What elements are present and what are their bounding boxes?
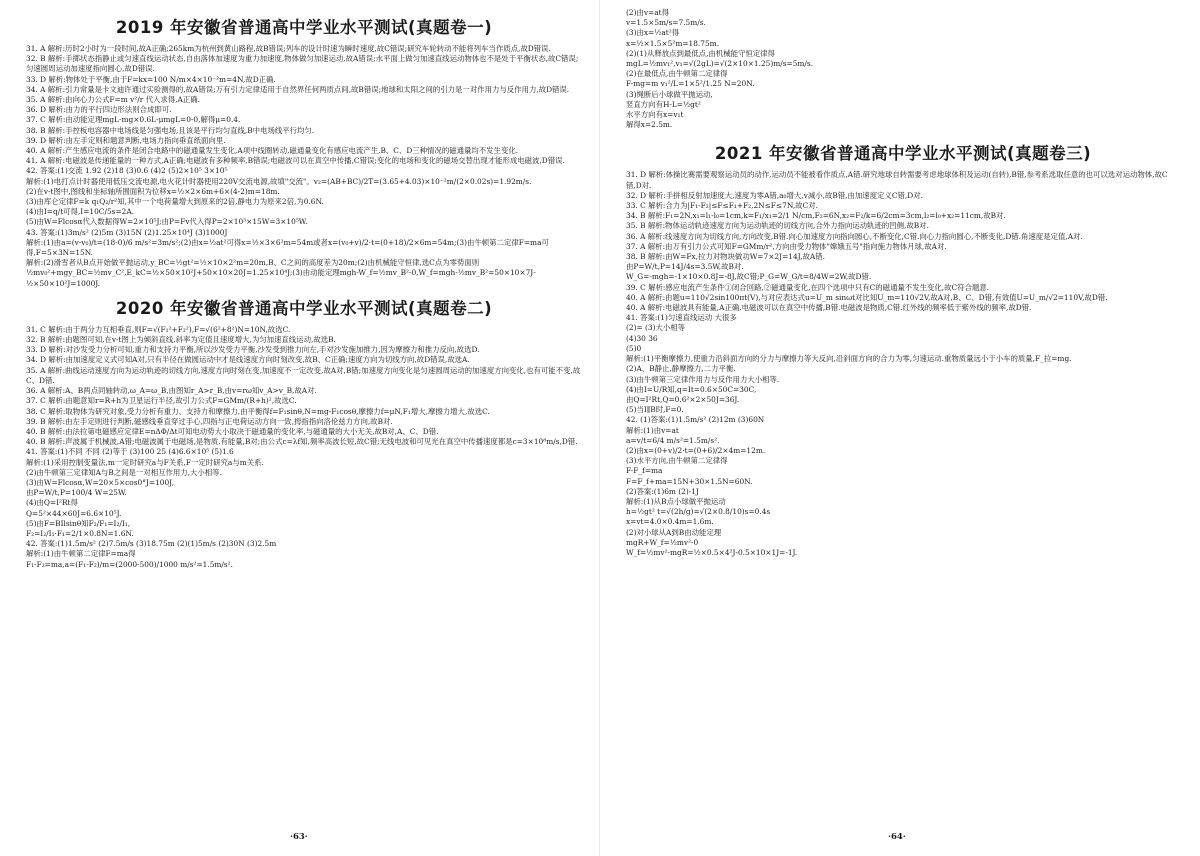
answer-line: F₁-F₂=ma,a=(F₁-F₂)/m=(2000-500)/1000 m/s²=1.5m/s².	[26, 559, 233, 569]
answer-line: 42. (1)答案:(1)1.5m/s² (2)12m (3)60N	[626, 415, 765, 425]
answer-line: 解析:(1)采用控制变量法,m一定时研究a与F关系,F一定时研究a与m关系.	[26, 457, 264, 467]
answer-line: 40. B 解析:声波属于机械波,A错;电磁波属于电磁场,是物质,有能量,B对;由公式c=λf知,频率高波长短,故C错;无线电波和可见光在真空中传播速度都是c=3×10⁸m/s,D错.	[26, 437, 578, 447]
answer-line: (3)水平方向,由牛顿第二定律得	[626, 456, 728, 466]
answer-line: x=½×1.5×5²m=18.75m.	[626, 38, 720, 48]
answer-line: 39. C 解析:感应电流产生条件①闭合回路,②磁通量变化,在四个选项中只有C的磁通量不发生变化,故C符合题意.	[626, 282, 990, 292]
answer-line: 35. A 解析:由向心力公式F=m v²/r 代入求得,A正确.	[26, 95, 200, 105]
answer-line: 33. D 解析:物体处于平衡,由于F=kx=100 N/m×4×10⁻²m=4N,故D正确.	[26, 74, 276, 84]
section-2020-answers	[26, 325, 582, 570]
answer-line: x=vt=4.0×0.4m=1.6m.	[626, 517, 714, 527]
answer-line: 39. B 解析:由左手定则进行判断,磁感线垂直穿过手心,四指与正电荷运动方向一致,拇指指向洛伦兹力方向,故B对.	[26, 416, 393, 426]
right-page	[600, 0, 1200, 856]
answer-line: 41. 答案:(1)不同 不同 (2)等于 (3)100 25 (4)6.6×10⁵ (5)1.6	[26, 447, 234, 457]
answer-line: F-F_f=ma	[626, 466, 663, 476]
answer-line: 38. B 解析:手控板电容器中电场线是匀强电场,且该是平行均匀直线,B中电场线平行均匀.	[26, 125, 315, 135]
answer-line: (5)由F=BIlsinθ知F₂/F₁=I₂/I₁,	[26, 518, 131, 528]
answer-line: (2)答案:(1)6m (2)-1J	[626, 486, 699, 496]
answer-line: 35. A 解析:曲线运动速度方向为运动轨迹的切线方向,速度方向时刻在变,加速度不一定改变,故A对,B错;加速度方向变化是匀速圆周运动的加速度方向变化,也有可能不变,故C、D错.	[26, 365, 581, 385]
answer-line: W_f=½mv²-mgR=½×0.5×4²J-0.5×10×1J=-1J.	[626, 547, 798, 557]
answer-line: (3)由W=Flcosα,W=20×5×cos0°J=100J,	[26, 477, 175, 487]
answer-line: (2)(1)从释放点到最低点,由机械能守恒定律得	[626, 48, 775, 58]
answer-line: 35. B 解析:物体运动轨迹速度方向为运动轨迹的切线方向,合外力指向运动轨迹的凹侧,故B对.	[626, 221, 929, 231]
answer-line: 32. B 解析:由题图可知,在v-t图上为倾斜直线,斜率为定值且速度增大,为匀加速直线运动,故选B.	[26, 335, 336, 345]
answer-line: (2)对小球从A到B由动能定理	[626, 527, 722, 537]
answer-line: 40. A 解析:产生感应电流的条件是闭合电路中的磁通量发生变化,A项中线圈转动,磁通量变化有感应电流产生,B、C、D三种情况的磁通量均不发生变化.	[26, 146, 519, 156]
answer-line: (2)A、B静止,静摩擦力,二力平衡.	[626, 364, 736, 374]
answer-line: 37. C 解析:由题意知r=R+h为卫星运行半径,故引力公式F=GMm/(R+h)²,故选C.	[26, 396, 297, 406]
answer-line: 34. D 解析:由加速度定义式可知A对,只有半径在做圆运动中才是线速度方向时刻改变,故B、C正确;速度方向为切线方向,故D错误,故选A.	[26, 355, 470, 365]
section-title-2021: 2021 年安徽省普通高中学业水平测试(真题卷三)	[714, 144, 1092, 164]
answer-line: (3)由库仑定律F=k q₁Q₂/r²知,其中一个电荷量增大到原来的2倍,静电力为原来2倍,为0.6N.	[26, 197, 324, 207]
answer-line: 42. 答案:(1)交流 1.92 (2)18 (3)0.6 (4)2 (5)2×10⁵ 3×10⁵	[26, 166, 228, 176]
answer-line: 40. A 解析:由题u=110√2sin100πt(V),与对应表达式u=U_m sinωt对比知U_m=110√2V,故A对,B、C、D错,有效值U=U_m/√2=110V,故D错.	[626, 292, 1108, 302]
answer-line: 34. A 解析:引力常量是卡文迪许通过实验测得的,故A错误;万有引力定律适用于自然界任何两质点间,故B错误;地球和太阳之间的引力是一对作用力与反作用力,故D错误.	[26, 84, 570, 94]
answer-line: (4)由I=U/R知,q=It=0.6×50C=30C,	[626, 384, 757, 394]
answer-line: 由P=W/t,P=100/4 W=25W.	[26, 488, 127, 498]
answer-line: 31. C 解析:由于两分力互相垂直,则F=√(F₁²+F₂²),F=√(6²+8²)N=10N,故选C.	[26, 324, 291, 334]
answer-line: F₂=I₂/I₁·F₁=2/1×0.8N=1.6N.	[26, 528, 134, 538]
answer-line: (3)由牛顿第三定律作用力与反作用力大小相等.	[626, 374, 780, 384]
answer-line: F-mg=m v₁²/L=1×5²/1.25 N=20N.	[626, 79, 755, 89]
answer-line: 解析:(1)由a=(v-v₀)/t=(18-0)/6 m/s²=3m/s²;(2)由x=½at²可得x=½×3×6²m=54m或者x=(v₀+v)/2·t=(0+18)/2×6m=54m;(3)由牛顿第二定律F=ma可得,F=5×3N=15N.	[26, 237, 549, 258]
answer-line: 解析:(1)电打点计时器使用低压交流电源,电火花计时器使用220V交流电源,故填"交流"。v₂=(AB+BC)/2T=(3.65+4.03)×10⁻²m/(2×0.02s)=1.92m/s.	[26, 176, 532, 186]
answer-line: Q=5²×44×60J=6.6×10⁵J.	[26, 508, 122, 518]
answer-line: 40. B 解析:由法拉第电磁感应定律E=nΔΦ/Δt可知电动势大小取决于磁通量的变化率,与磁通量的大小无关,故B对,A、C、D错.	[26, 426, 439, 436]
answer-line: 31. A 解析:历时2小时为一段时间,故A正确;265km为杭州到黄山路程,故B错误;列车的设计时速为瞬时速度,故C错误;研究车轮转动不能将列车当作质点,故D错误.	[26, 44, 551, 53]
answer-line: mgR+W_f=½mv²-0	[626, 537, 699, 547]
answer-line: (4)由Q=I²Rt得	[26, 498, 78, 508]
section-2020-continued	[626, 8, 1180, 130]
answer-line: 解析:(2)滑雪者从B点开始做平抛运动,y_BC=½gt²=½×10×2²m=20m,B、C之间的高度差为20m;(2)由机械能守恒律,选C点为零势面则½mv₀²+mgy_BC=½mv_C²,E_kC=½×50×10²J+50×10×20J=1.25×10⁴J;(3)由动能定理mgh-W_f=½mv_B²-0,W_f=mgh-½mv_B²=50×10×7J-½×50×10²J=1000J.	[26, 258, 536, 288]
answer-line: 42. 答案:(1)1.5m/s² (2)7.5m/s (3)18.75m (2)(1)5m/s (2)30N (3)2.5m	[26, 539, 277, 549]
answer-line: 34. B 解析:F₁=2N,x₁=l₁-l₀=1cm,k=F₁/x₁=2/1 N/cm,F₂=6N,x₂=F₂/k=6/2cm=3cm,l₂=l₀+x₂=11cm,故B对.	[626, 211, 1006, 221]
answer-line: 33. C 解析:合力为|F₁-F₂|≤F≤F₁+F₂,2N≤F≤7N,故C对.	[626, 201, 818, 211]
answer-line: (2)在v-t图中,图线和坐标轴所围面积为位移x=½×2×6m+6×(4-2)m=18m.	[26, 186, 280, 196]
answer-line: 33. D 解析:对沙发受力分析可知,重力和支持力平衡,所以沙发受力平衡,沙发受到推力向左,手对沙发施加推力,因为摩擦力和推力反向,故选D.	[26, 345, 480, 355]
answer-line: (2)在最低点,由牛顿第二定律得	[626, 69, 728, 79]
answer-line: 36. A 解析:A、B两点同轴转动,ω_A=ω_B,由图知r_A>r_B,由v=rω知v_A>v_B,故A对.	[26, 386, 317, 396]
answer-line: 解析:(1)平衡摩擦力,使重力沿斜面方向的分力与摩擦力等大反向,沿斜面方向的合力为零,匀速运动.重物质量远小于小车的质量,F_拉=mg.	[626, 354, 1072, 364]
answer-line: (3)绳断后小球做平抛运动,	[626, 89, 713, 99]
answer-line: (5)0	[626, 343, 642, 353]
answer-line: 41. A 解析:电磁波是传递能量的一种方式,A正确;电磁波有多种频率,B错误;电磁波可以在真空中传播,C错误;变化的电场和变化的磁场交替出现才能形成电磁波,D错误.	[26, 156, 565, 166]
answer-line: 36. D 解析:由力的平行四边形法则合成即可.	[26, 105, 172, 115]
page-number-64: ·64·	[888, 832, 906, 842]
answer-line: 解析:(1)从B点小球做平抛运动	[626, 496, 726, 506]
answer-line: (2)由牛顿第三定律知A与B之间是一对相互作用力,大小相等.	[26, 467, 222, 477]
answer-line: F=F_f+ma=15N+30×1.5N=60N.	[626, 476, 753, 486]
section-title-2019: 2019 年安徽省普通高中学业水平测试(真题卷一)	[115, 18, 493, 37]
section-title-2020: 2020 年安徽省普通高中学业水平测试(真题卷二)	[115, 298, 493, 318]
section-2021-answers	[626, 170, 1180, 558]
answer-line: W_G=-mgh=-1×10×0.8J=-8J,故C错;P_G=W_G/t=8/4W=2W,故D错.	[626, 272, 872, 282]
answer-line: 由P=W/t,P=14J/4s=3.5W,故B对.	[626, 262, 744, 272]
page-number-63: ·63·	[290, 832, 308, 842]
answer-line: (2)= (3)大小相等	[626, 323, 686, 333]
answer-line: (5)由W=Flcosα代入数据得W=2×10⁵J;由P=Fv代入得P=2×10³×15W=3×10⁵W.	[26, 217, 308, 227]
answer-line: (2)由v=at得	[626, 8, 669, 17]
answer-line: 37. A 解析:由万有引力公式可知F=GMm/r²,方向由受力物体"嫦娥五号"指向施力物体月球,故A对.	[626, 241, 947, 251]
answer-line: 解析:(1)由牛顿第二定律F=ma得	[26, 549, 136, 559]
answer-line: 解得x=2.5m.	[626, 120, 673, 130]
section-2019-answers	[26, 44, 582, 289]
answer-line: 36. A 解析:线速度方向为切线方向,方向改变,B错.向心加速度方向指向圆心,不断变化,C错.向心力指向圆心,不断变化,D错.角速度是定值,A对.	[626, 231, 1083, 241]
answer-line: 37. C 解析:由动能定理mgL-mg×0.6L-μmgL=0-0,解得μ=0.4.	[26, 115, 241, 125]
answer-line: v=1.5×5m/s=7.5m/s.	[626, 18, 706, 28]
answer-line: 解析:(1)由v=at	[626, 425, 679, 435]
answer-line: 38. C 解析:取物体为研究对象,受力分析有重力、支持力和摩擦力,由平衡得f=F₁sinθ,N=mg-F₁cosθ,摩擦力f=μN,F₁增大,摩擦力增大,故选C.	[26, 406, 490, 416]
answer-line: mgL=½mv₁²,v₁=√(2gL)=√(2×10×1.25)m/s=5m/s.	[626, 59, 814, 69]
answer-line: 41. 答案:(1)匀速直线运动 大很多	[626, 313, 737, 323]
answer-line: 32. B 解析:手掷状态指静止或匀速直线运动状态,自由落体加速度为重力加速度,物体做匀加速运动,故A错误;水平面上做匀加速直线运动物体也不是处于平衡状态,故C错误;匀速圆周运动加速度指向圆心,故D错误.	[26, 54, 579, 74]
answer-line: (2)由x=(0+v)/2·t=(0+6)/2×4m=12m.	[626, 445, 766, 455]
answer-line: 38. B 解析:由W=Fx,拉力对物块做功W=7×2J=14J,故A错.	[626, 252, 826, 262]
answer-line: (3)由x=½at²得	[626, 28, 680, 38]
answer-line: 39. D 解析:由左手定则和题意判断,电场力指向垂直纸面向里.	[26, 135, 226, 145]
answer-line: h=½gt² t=√(2h/g)=√(2×0.8/10)s=0.4s	[626, 507, 771, 517]
answer-line: 40. A 解析:电磁波具有能量,A正确.电磁波可以在真空中传播,B错.电磁波是物质,C错.红外线的频率低于紫外线的频率,故D错.	[626, 303, 1032, 313]
answer-line: 32. D 解析:手拼相反射加速度大,速度为零A错,a₀增大,v减小,故B错,由加速度定义C错,D对.	[626, 190, 923, 200]
answer-line: (5)当I∥B时,F=0.	[626, 405, 684, 415]
answer-line: 31. D 解析:体操比赛需要观察运动员的动作,运动员不能被看作质点,A错.研究地球自转需要考虑地球体积及运动(自转),B错,参考系选取任意的也可以选对运动物体,故C错,D对.	[626, 170, 1168, 190]
answer-line: a=v/t=6/4 m/s²=1.5m/s².	[626, 435, 720, 445]
answer-line: 水平方向有x=v₁t	[626, 110, 684, 120]
answer-line: 由Q=I²Rt,Q=0.6²×2×50J=36J.	[626, 394, 740, 404]
answer-line: (4)由I=q/t可得,I=10C/5s=2A.	[26, 207, 135, 217]
answer-line: (4)30 36	[626, 333, 658, 343]
answer-line: 竖直方向有H-L=½gt²	[626, 99, 701, 109]
answer-line: 43. 答案:(1)3m/s² (2)5m (3)15N (2)1.25×10⁴J (3)1000J	[26, 227, 228, 237]
